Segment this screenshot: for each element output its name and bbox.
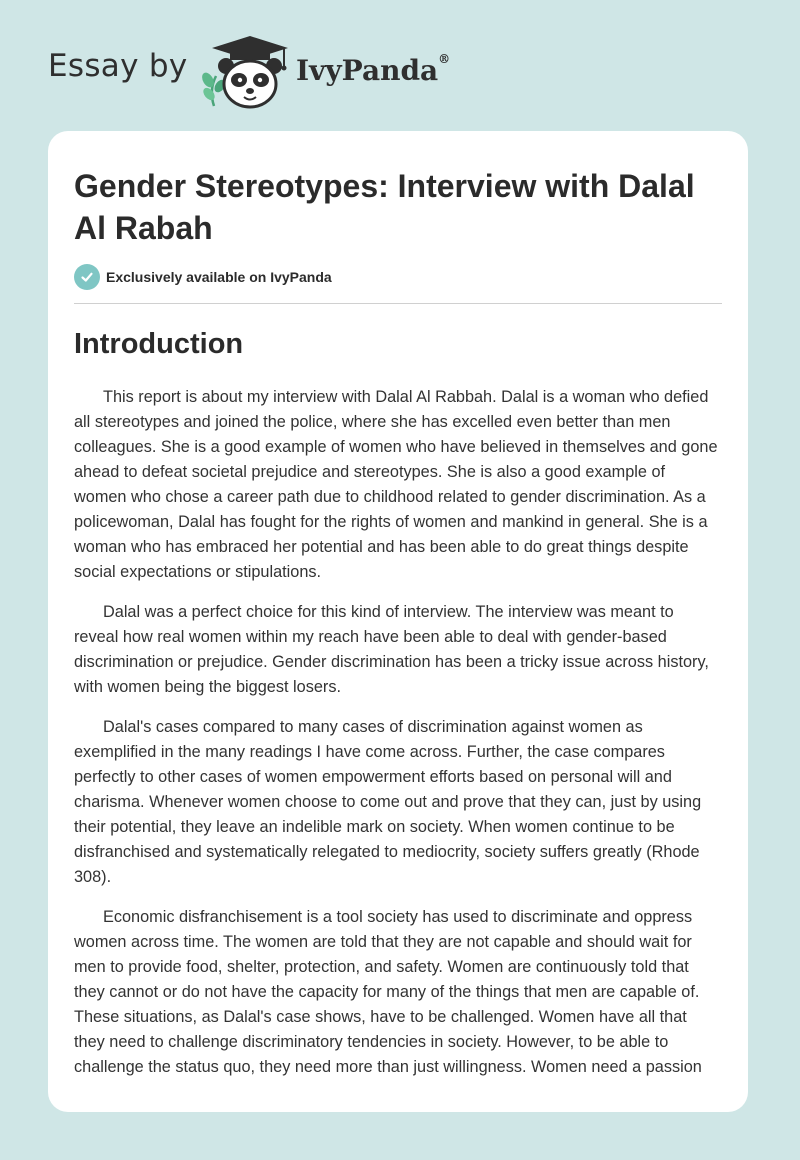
essay-card — [48, 131, 748, 1112]
panda-graduate-logo-icon[interactable] — [200, 34, 292, 110]
essay-body — [74, 385, 722, 1095]
brand-name-text: IvyPanda — [296, 54, 439, 87]
brand-name[interactable] — [296, 54, 450, 87]
paragraph: Dalal's cases compared to many cases of discrimination against women as exemplified in the many readings I have come across. Further, the case compares perfectly to other cases of women empowerment efforts based on personal will and charisma. Whenever women choose to come out and prove that they can, just by using their potential, they leave an indelible mark on society. When women continue to be disfranchised and systematically relegated to mediocrity, society suffers greatly (Rhode 308). — [74, 718, 702, 886]
page-title: Gender Stereotypes: Interview with Dalal Al Rabah — [74, 168, 695, 246]
site-header — [0, 0, 800, 130]
paragraph: Dalal was a perfect choice for this kind of interview. The interview was meant to reveal how real women within my reach have been able to deal with gender-based discrimination or prejudice. Gender discrimination has been a tricky issue across history, with women being the biggest losers. — [74, 603, 709, 696]
brand-prefix: Essay by — [48, 48, 188, 84]
registered-mark: ® — [438, 52, 451, 66]
exclusive-badge — [74, 264, 332, 290]
check-icon — [74, 264, 100, 290]
section-heading: Introduction — [74, 328, 244, 360]
exclusive-label: Exclusively available on IvyPanda — [106, 269, 332, 285]
paragraph: Economic disfranchisement is a tool society has used to discriminate and oppress women across time. The women are told that they are not capable and should wait for men to provide food, shelter, protection, and safety. Women are continuously told that they cannot or do not have the capacity for many of the things that men are capable of. These situations, as Dalal's case shows, have to be challenged. Women have all that they need to challenge discriminatory tendencies in society. However, to be able to challenge the status quo, they need more than just willingness. Women need a passion — [74, 908, 702, 1076]
paragraph: This report is about my interview with Dalal Al Rabbah. Dalal is a woman who defied all stereotypes and joined the police, where she has excelled even better than men colleagues. She is a good example of women who have believed in themselves and gone ahead to defeat societal prejudice and stereotypes. She is also a good example of women who chose a career path due to childhood related to gender discrimination. As a policewoman, Dalal has fought for the rights of women and mankind in general. She is a woman who has embraced her potential and has been able to do great things despite social expectations or stipulations. — [74, 388, 718, 581]
divider — [74, 303, 722, 304]
